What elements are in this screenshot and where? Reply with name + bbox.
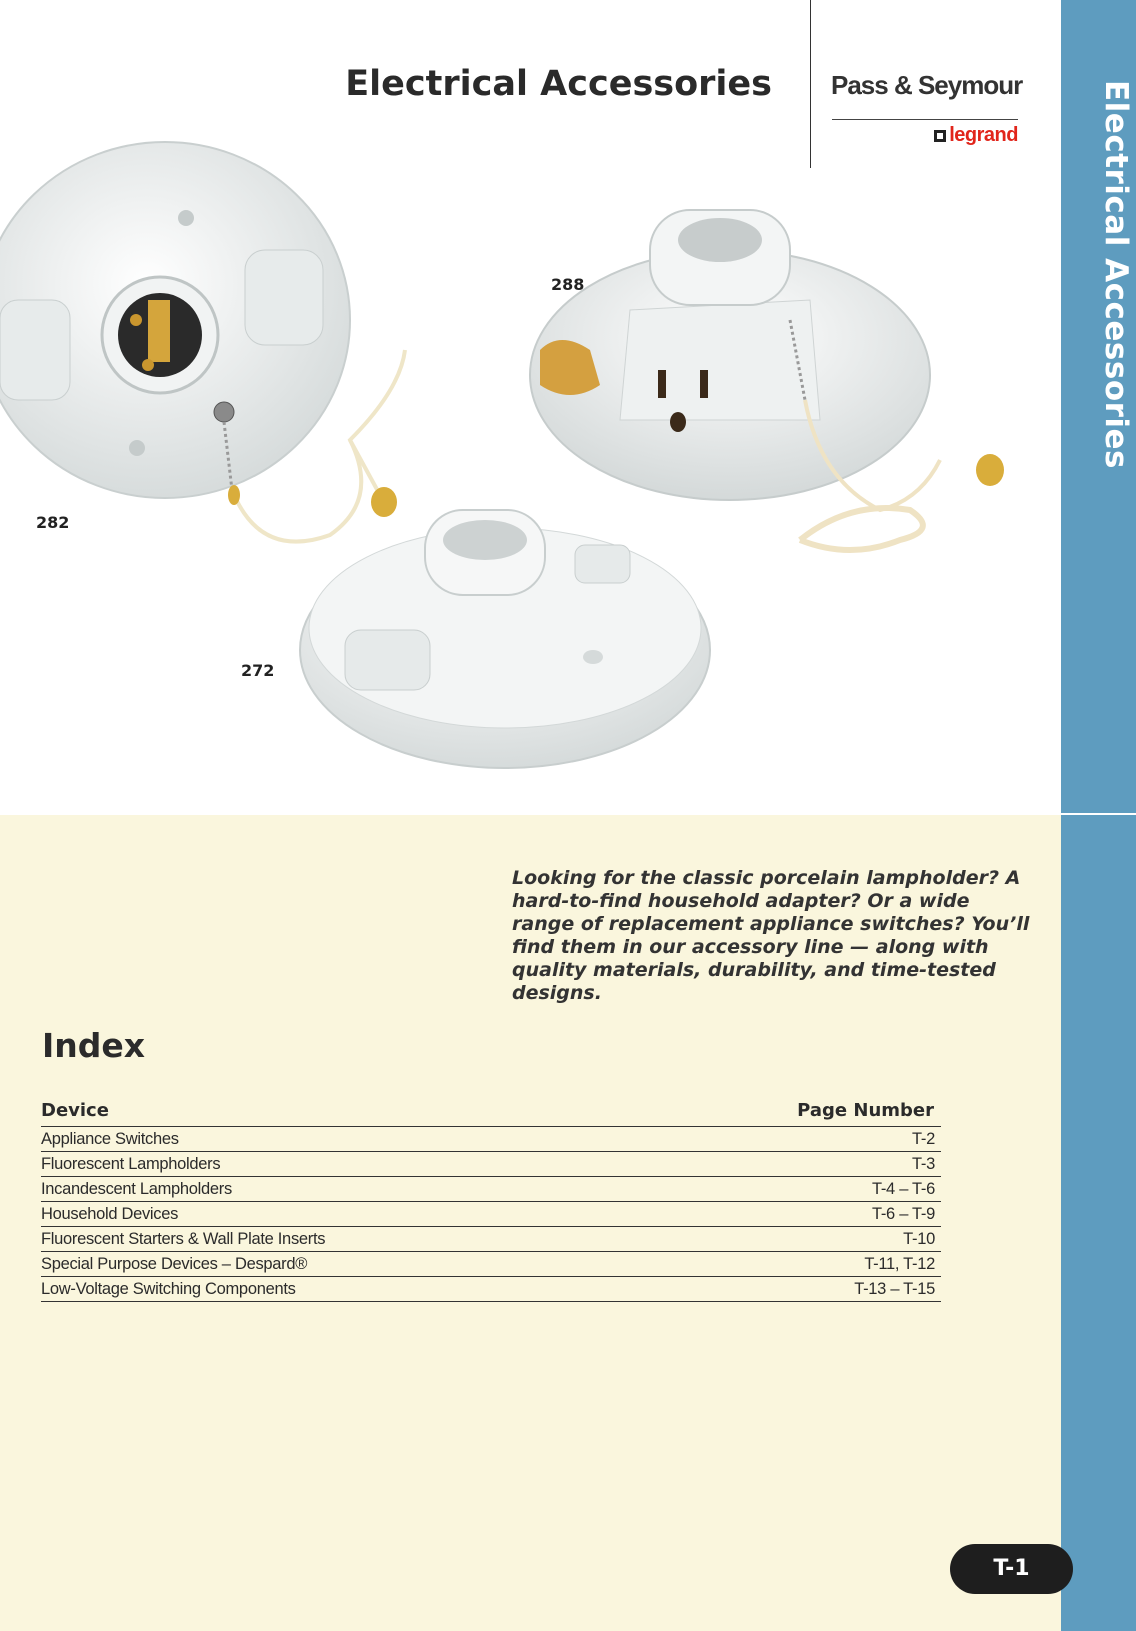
table-row [41,1277,941,1302]
legrand-wordmark: legrand [949,124,1018,146]
header-divider [810,0,811,168]
page-ref: T-2 [912,1130,935,1148]
legrand-logo [934,124,1018,147]
column-page-number: Page Number [797,1100,934,1121]
index-header-row [41,1100,941,1127]
keyless-lampholder-icon [295,500,715,775]
page-ref: T-10 [903,1230,935,1248]
sidebar-divider [1061,813,1136,815]
device-name: Appliance Switches [41,1130,179,1148]
page-ref: T-6 – T-9 [871,1205,935,1223]
product-label-282: 282 [36,513,70,532]
page-number-badge: T-1 [950,1544,1073,1594]
legrand-mark-icon [934,130,946,142]
product-label-272: 272 [241,661,275,680]
page-ref: T-4 – T-6 [871,1180,935,1198]
brand-divider [832,119,1018,120]
page-ref: T-13 – T-15 [854,1280,935,1298]
device-name: Household Devices [41,1205,179,1223]
page-ref: T-3 [912,1155,935,1173]
brand-logo: Pass & Seymour [831,70,1023,100]
table-row [41,1252,941,1277]
device-name: Fluorescent Starters & Wall Plate Inserts [41,1230,326,1248]
product-label-288: 288 [551,275,585,294]
index-table [41,1100,941,1302]
index-heading: Index [42,1026,146,1065]
table-row [41,1177,941,1202]
sidebar-title: Electrical Accessories [1098,80,1134,470]
page-title: Electrical Accessories [345,64,772,104]
table-row [41,1227,941,1252]
intro-text: Looking for the classic porcelain lampholder? A hard-to-find household adapter? Or a wide range of replacement appliance switches? You’ll find them in our accessory line — along with quality materials, durability, and time-tested designs. [512,867,1030,1004]
device-name: Special Purpose Devices – Despard® [41,1255,308,1273]
device-name: Fluorescent Lampholders [41,1155,221,1173]
table-row [41,1152,941,1177]
device-name: Low-Voltage Switching Components [41,1280,296,1298]
table-row [41,1202,941,1227]
column-device: Device [41,1100,109,1121]
page-ref: T-11, T-12 [864,1255,935,1273]
table-row [41,1127,941,1152]
device-name: Incandescent Lampholders [41,1180,232,1198]
